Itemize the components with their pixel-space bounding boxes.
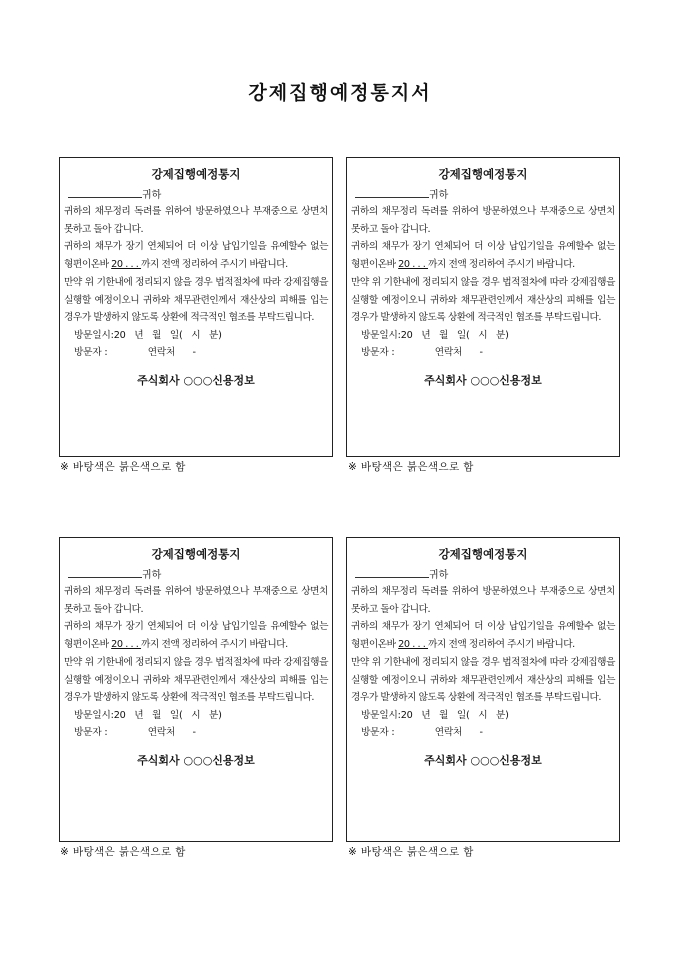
notice-paragraph (64, 618, 328, 653)
visit-datetime: 방문일시:20 년 월 일( 시 분) (361, 709, 509, 721)
notice-card (346, 537, 620, 842)
paragraph-text: 까지 전액 정리하여 주시기 바랍니다. (141, 639, 288, 651)
name-blank (355, 568, 429, 578)
notice-paragraph: 만약 위 기한내에 정리되지 않을 경우 법적절차에 따라 강제집행을 실행할 예정이오니 귀하와 채무관련인께서 재산상의 피해를 입는 경우가 발생하지 않도록 상환에 적극적인 협조를 부탁드립니다. (64, 276, 328, 324)
addressee-line (64, 188, 328, 203)
background-note: ※ 바탕색은 붉은색으로 함 (348, 846, 474, 858)
addressee-suffix: 귀하 (142, 570, 162, 581)
notice-body (64, 203, 328, 327)
name-blank (68, 188, 142, 198)
notice-paragraph: 만약 위 기한내에 정리되지 않을 경우 법적절차에 따라 강제집행을 실행할 예정이오니 귀하와 채무관련인께서 재산상의 피해를 입는 경우가 발생하지 않도록 상환에 적극적인 협조를 부탁드립니다. (351, 656, 615, 704)
notice-body (351, 203, 615, 327)
background-note: ※ 바탕색은 붉은색으로 함 (60, 846, 186, 858)
card-title: 강제집행예정통지 (151, 167, 241, 181)
addressee-line (64, 568, 328, 583)
paragraph-text: 까지 전액 정리하여 주시기 바랍니다. (428, 639, 575, 651)
company-name: 주식회사 ○○○신용정보 (137, 373, 255, 387)
visitor-contact: 방문자 : 연락처 - (74, 727, 196, 739)
visit-datetime: 방문일시:20 년 월 일( 시 분) (361, 329, 509, 341)
notice-paragraph: 귀하의 채무정리 독려를 위하여 방문하였으나 부재중으로 상면치 못하고 돌아 갑니다. (64, 206, 328, 235)
addressee-line (351, 188, 615, 203)
notice-paragraph: 만약 위 기한내에 정리되지 않을 경우 법적절차에 따라 강제집행을 실행할 예정이오니 귀하와 채무관련인께서 재산상의 피해를 입는 경우가 발생하지 않도록 상환에 적극적인 협조를 부탁드립니다. (351, 276, 615, 324)
page-title: 강제집행예정통지서 (248, 82, 432, 104)
card-title: 강제집행예정통지 (438, 167, 528, 181)
notice-card (59, 537, 333, 842)
addressee-line (351, 568, 615, 583)
notice-paragraph (351, 618, 615, 653)
notice-paragraph (351, 238, 615, 273)
background-note: ※ 바탕색은 붉은색으로 함 (60, 461, 186, 473)
notice-paragraph: 귀하의 채무정리 독려를 위하여 방문하였으나 부재중으로 상면치 못하고 돌아 갑니다. (351, 206, 615, 235)
notice-paragraph: 귀하의 채무정리 독려를 위하여 방문하였으나 부재중으로 상면치 못하고 돌아 갑니다. (351, 586, 615, 615)
notice-card (59, 157, 333, 457)
visitor-contact: 방문자 : 연락처 - (361, 727, 483, 739)
notice-body (351, 583, 615, 707)
notice-body (64, 583, 328, 707)
visit-datetime: 방문일시:20 년 월 일( 시 분) (74, 329, 222, 341)
paragraph-text: 귀하의 채무가 장기 연체되어 더 이상 납입기일을 유예할수 없는 형편이온바 (351, 621, 615, 651)
visit-datetime: 방문일시:20 년 월 일( 시 분) (74, 709, 222, 721)
company-name: 주식회사 ○○○신용정보 (424, 373, 542, 387)
visitor-contact: 방문자 : 연락처 - (74, 347, 196, 359)
paragraph-text: 까지 전액 정리하여 주시기 바랍니다. (141, 259, 288, 271)
company-name: 주식회사 ○○○신용정보 (137, 753, 255, 767)
addressee-suffix: 귀하 (142, 190, 162, 201)
name-blank (68, 568, 142, 578)
deadline-date: 20 . . . (111, 259, 142, 271)
notice-paragraph (64, 238, 328, 273)
addressee-suffix: 귀하 (429, 190, 449, 201)
visitor-contact: 방문자 : 연락처 - (361, 347, 483, 359)
name-blank (355, 188, 429, 198)
notice-paragraph: 귀하의 채무정리 독려를 위하여 방문하였으나 부재중으로 상면치 못하고 돌아 갑니다. (64, 586, 328, 615)
paragraph-text: 귀하의 채무가 장기 연체되어 더 이상 납입기일을 유예할수 없는 형편이온바 (64, 241, 328, 271)
addressee-suffix: 귀하 (429, 570, 449, 581)
background-note: ※ 바탕색은 붉은색으로 함 (348, 461, 474, 473)
notice-card (346, 157, 620, 457)
notice-paragraph: 만약 위 기한내에 정리되지 않을 경우 법적절차에 따라 강제집행을 실행할 예정이오니 귀하와 채무관련인께서 재산상의 피해를 입는 경우가 발생하지 않도록 상환에 적극적인 협조를 부탁드립니다. (64, 656, 328, 704)
paragraph-text: 귀하의 채무가 장기 연체되어 더 이상 납입기일을 유예할수 없는 형편이온바 (64, 621, 328, 651)
paragraph-text: 까지 전액 정리하여 주시기 바랍니다. (428, 259, 575, 271)
company-name: 주식회사 ○○○신용정보 (424, 753, 542, 767)
deadline-date: 20 . . . (398, 259, 429, 271)
deadline-date: 20 . . . (111, 639, 142, 651)
paragraph-text: 귀하의 채무가 장기 연체되어 더 이상 납입기일을 유예할수 없는 형편이온바 (351, 241, 615, 271)
deadline-date: 20 . . . (398, 639, 429, 651)
card-title: 강제집행예정통지 (151, 547, 241, 561)
card-title: 강제집행예정통지 (438, 547, 528, 561)
